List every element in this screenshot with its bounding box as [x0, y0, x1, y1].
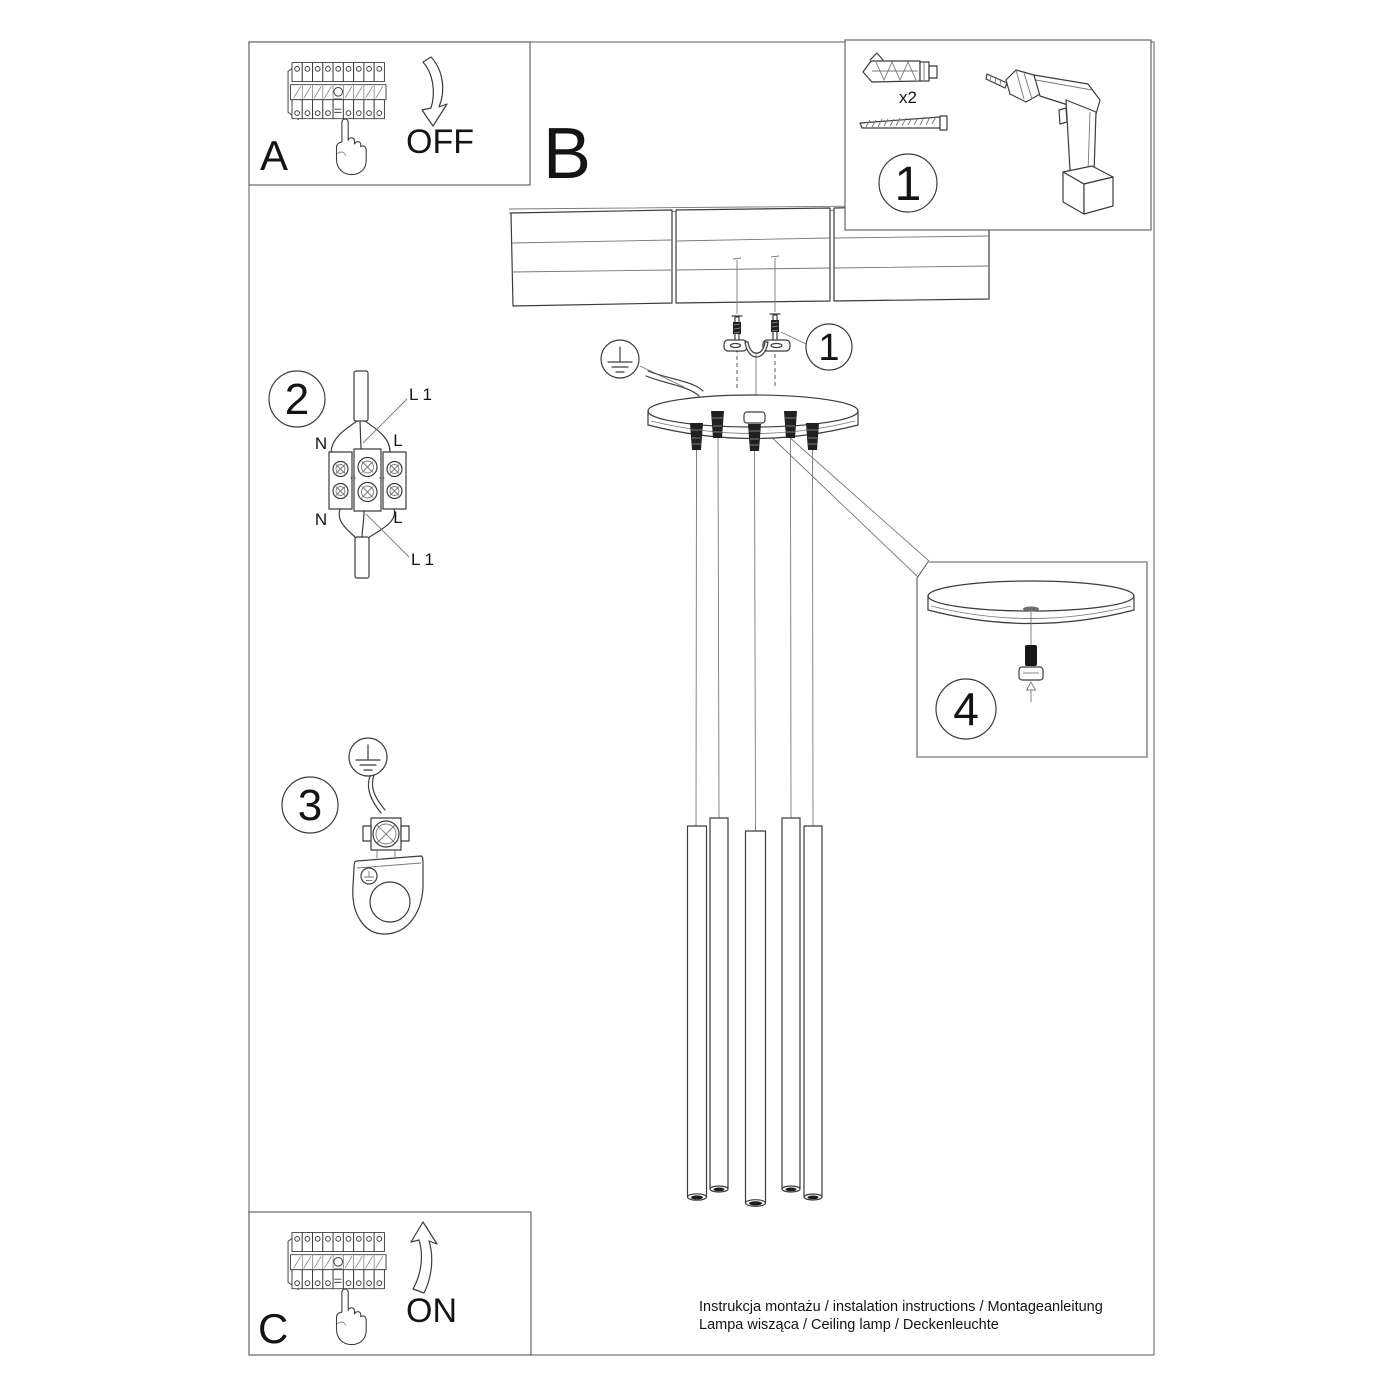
- cable-gland-icon: [784, 411, 797, 438]
- ground-terminal-icon: [353, 818, 423, 934]
- cable-gland-icon: [806, 423, 819, 450]
- off-label: OFF: [406, 123, 474, 161]
- wire-label-l1-top: L 1: [409, 385, 433, 404]
- wire-label-l1-bottom: L 1: [411, 550, 435, 569]
- pendant-tube-icon: [688, 826, 707, 1200]
- wire-label-n-top: N: [314, 434, 328, 453]
- panel-tools: [845, 40, 1151, 230]
- panel-a: [249, 42, 530, 185]
- footer: [699, 1299, 1103, 1333]
- wire-label-l-bottom: L: [393, 508, 403, 527]
- terminal-block-icon: [329, 371, 409, 578]
- wiring-step: [269, 371, 434, 578]
- cable-gland-icon: [690, 423, 703, 450]
- detail-leader-lines: [763, 421, 929, 577]
- pendant-tube-icon: [710, 818, 728, 1192]
- pendant-tube-icon: [746, 831, 766, 1206]
- suspension-cables: [696, 438, 813, 832]
- mounting-bracket-icon: [724, 340, 790, 357]
- wire-label-l-top: L: [393, 431, 403, 450]
- step-4-number: 4: [953, 683, 979, 735]
- pendant-tube-icon: [804, 826, 822, 1200]
- panel-c-letter: C: [258, 1305, 289, 1352]
- wire-label-n-bottom: N: [314, 510, 328, 529]
- step-1-number: 1: [894, 158, 922, 211]
- footer-line-1: Instrukcja montażu / instalation instructions / Montageanleitung: [699, 1299, 1103, 1315]
- footer-line-2: Lampa wisząca / Ceiling lamp / Deckenleuchte: [699, 1317, 999, 1333]
- canopy-icon: [648, 395, 858, 451]
- anchor-quantity-label: x2: [899, 88, 917, 107]
- earth-connection: [601, 340, 703, 396]
- on-label: ON: [406, 1292, 457, 1330]
- step-3-number: 3: [297, 781, 323, 830]
- panel-c: [249, 1212, 531, 1355]
- cable-gland-icon: [711, 411, 724, 438]
- ground-step: [282, 738, 423, 934]
- panel-a-letter: A: [260, 132, 289, 179]
- step-1-number: 1: [818, 327, 840, 369]
- canopy-detail: [917, 562, 1147, 757]
- pendant-tube-icon: [782, 818, 800, 1192]
- section-b-label: B: [543, 114, 592, 194]
- step-2-number: 2: [284, 375, 310, 424]
